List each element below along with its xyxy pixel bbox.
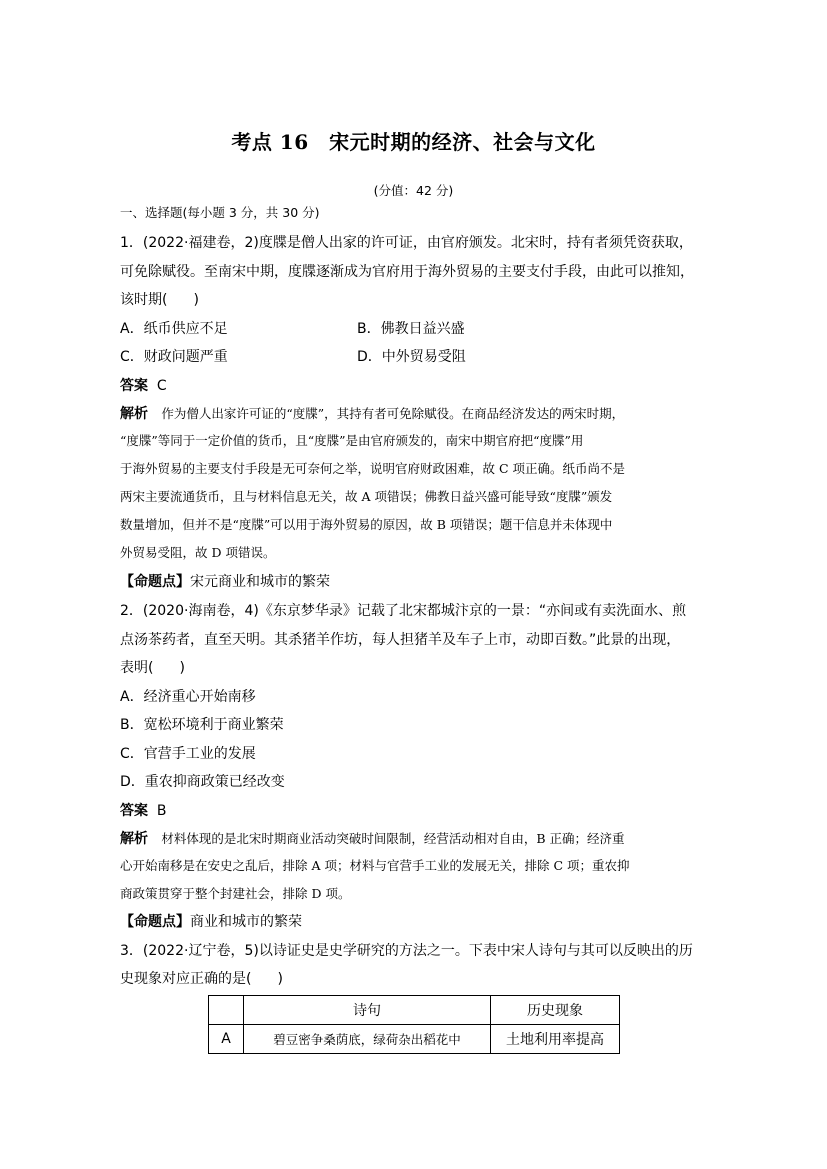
- q1-analysis-line-4: 两宋主要流通货币，且与材料信息无关，故 A 项错误；佛教日益兴盛可能导致“度牒”颁发: [120, 489, 613, 504]
- q1-option-d: D．中外贸易受阻: [357, 349, 466, 365]
- q3-paren-close: ): [277, 971, 283, 987]
- q1-stem-text: 该时期(: [120, 292, 168, 308]
- q2-analysis-line-2: 心开始南移是在安史之乱后，排除 A 项；材料与官营手工业的发展无关，排除 C 项；重农抑: [120, 858, 630, 873]
- q2-analysis-line-1: 解析 材料体现的是北宋时期商业活动突破时间限制，经营活动相对自由，B 正确；经济重: [120, 831, 625, 847]
- q2-stem-text: 表明(: [120, 660, 154, 676]
- q1-point-value: 宋元商业和城市的繁荣: [190, 574, 330, 590]
- q3-stem-text: 史现象对应正确的是(: [120, 971, 252, 987]
- q1-analysis-line-5: 数量增加，但并不是“度牒”可以用于海外贸易的原因，故 B 项错误；题干信息并未体现中: [120, 517, 613, 532]
- q1-stem-line-1: 1．(2022·福建卷，2)度牒是僧人出家的许可证，由官府颁发。北宋时，持有者须凭资获取，: [120, 235, 693, 251]
- table-header-row: [209, 996, 620, 1025]
- q1-option-a: A．纸币供应不足: [120, 321, 228, 337]
- q1-analysis-line-2: “度牒”等同于一定价值的货币，且“度牒”是由官府颁发的，南宋中期官府把“度牒”用: [120, 433, 584, 448]
- q1-answer-label: 答案: [120, 378, 148, 394]
- q2-option-d: D．重农抑商政策已经改变: [120, 774, 285, 790]
- q1-answer-value: C: [156, 378, 167, 394]
- q2-answer: [120, 800, 167, 820]
- q1-answer: [120, 375, 167, 395]
- q1-paren-close: ): [193, 292, 199, 308]
- q2-paren-close: ): [179, 660, 185, 676]
- q1-option-c: C．财政问题严重: [120, 349, 228, 365]
- q1-analysis-line-1: 解析 作为僧人出家许可证的“度牒”，其持有者可免除赋役。在商品经济发达的两宋时期，: [120, 406, 625, 422]
- q1-point-label: 【命题点】: [120, 574, 190, 590]
- q2-option-a: A．经济重心开始南移: [120, 689, 256, 705]
- q1-option-b: B．佛教日益兴盛: [357, 321, 465, 337]
- q2-stem-line-3: [120, 657, 185, 677]
- table-header-cell: 历史现象: [491, 996, 620, 1025]
- q3-stem-line-1: 3．(2022·辽宁卷，5)以诗证史是史学研究的方法之一。下表中宋人诗句与其可以反映出的历: [120, 943, 693, 959]
- q1-analysis-line-3: 于海外贸易的主要支付手段是无可奈何之举，说明官府财政困难，故 C 项正确。纸币尚不是: [120, 461, 626, 476]
- page-title: 考点 16 宋元时期的经济、社会与文化: [231, 130, 596, 154]
- table-cell-poem: 碧豆密争桑荫底，绿荷杂出稻花中: [244, 1025, 491, 1054]
- q2-analysis-label: 解析: [120, 831, 148, 847]
- table-cell-option: A: [209, 1025, 244, 1054]
- q1-knowledge-point: [120, 571, 330, 591]
- q2-point-label: 【命题点】: [120, 914, 190, 930]
- q1-analysis-label: 解析: [120, 406, 148, 422]
- q3-stem-line-2: [120, 968, 283, 988]
- table-header-cell: [209, 996, 244, 1025]
- q1-stem-line-2: 可免除赋役。至南宋中期，度牒逐渐成为官府用于海外贸易的主要支付手段，由此可以推知，: [120, 264, 694, 280]
- q2-stem-line-2: 点汤茶药者，直至天明。其杀猪羊作坊，每人担猪羊及车子上市，动即百数。”此景的出现，: [120, 632, 681, 648]
- q3-table: [208, 995, 620, 1054]
- q2-option-c: C．官营手工业的发展: [120, 746, 256, 762]
- q1-stem-line-3: [120, 289, 199, 309]
- table-header-cell: 诗句: [244, 996, 491, 1025]
- q2-stem-line-1: 2．(2020·海南卷，4)《东京梦华录》记载了北宋都城汴京的一景：“亦间或有卖洗面水、煎: [120, 603, 687, 619]
- q2-answer-label: 答案: [120, 803, 148, 819]
- q2-option-b: B．宽松环境利于商业繁荣: [120, 717, 284, 733]
- table-row: [209, 1025, 620, 1054]
- q2-analysis-line-3: 商政策贯穿于整个封建社会，排除 D 项。: [120, 886, 351, 901]
- table-cell-phenomenon: 土地利用率提高: [491, 1025, 620, 1054]
- q2-answer-value: B: [156, 803, 167, 819]
- section-heading: 一、选择题(每小题 3 分，共 30 分): [120, 205, 320, 220]
- q1-analysis-line-6: 外贸易受阻，故 D 项错误。: [120, 545, 276, 560]
- score-info: (分值：42 分): [373, 183, 454, 198]
- q2-point-value: 商业和城市的繁荣: [190, 914, 302, 930]
- q2-knowledge-point: [120, 911, 302, 931]
